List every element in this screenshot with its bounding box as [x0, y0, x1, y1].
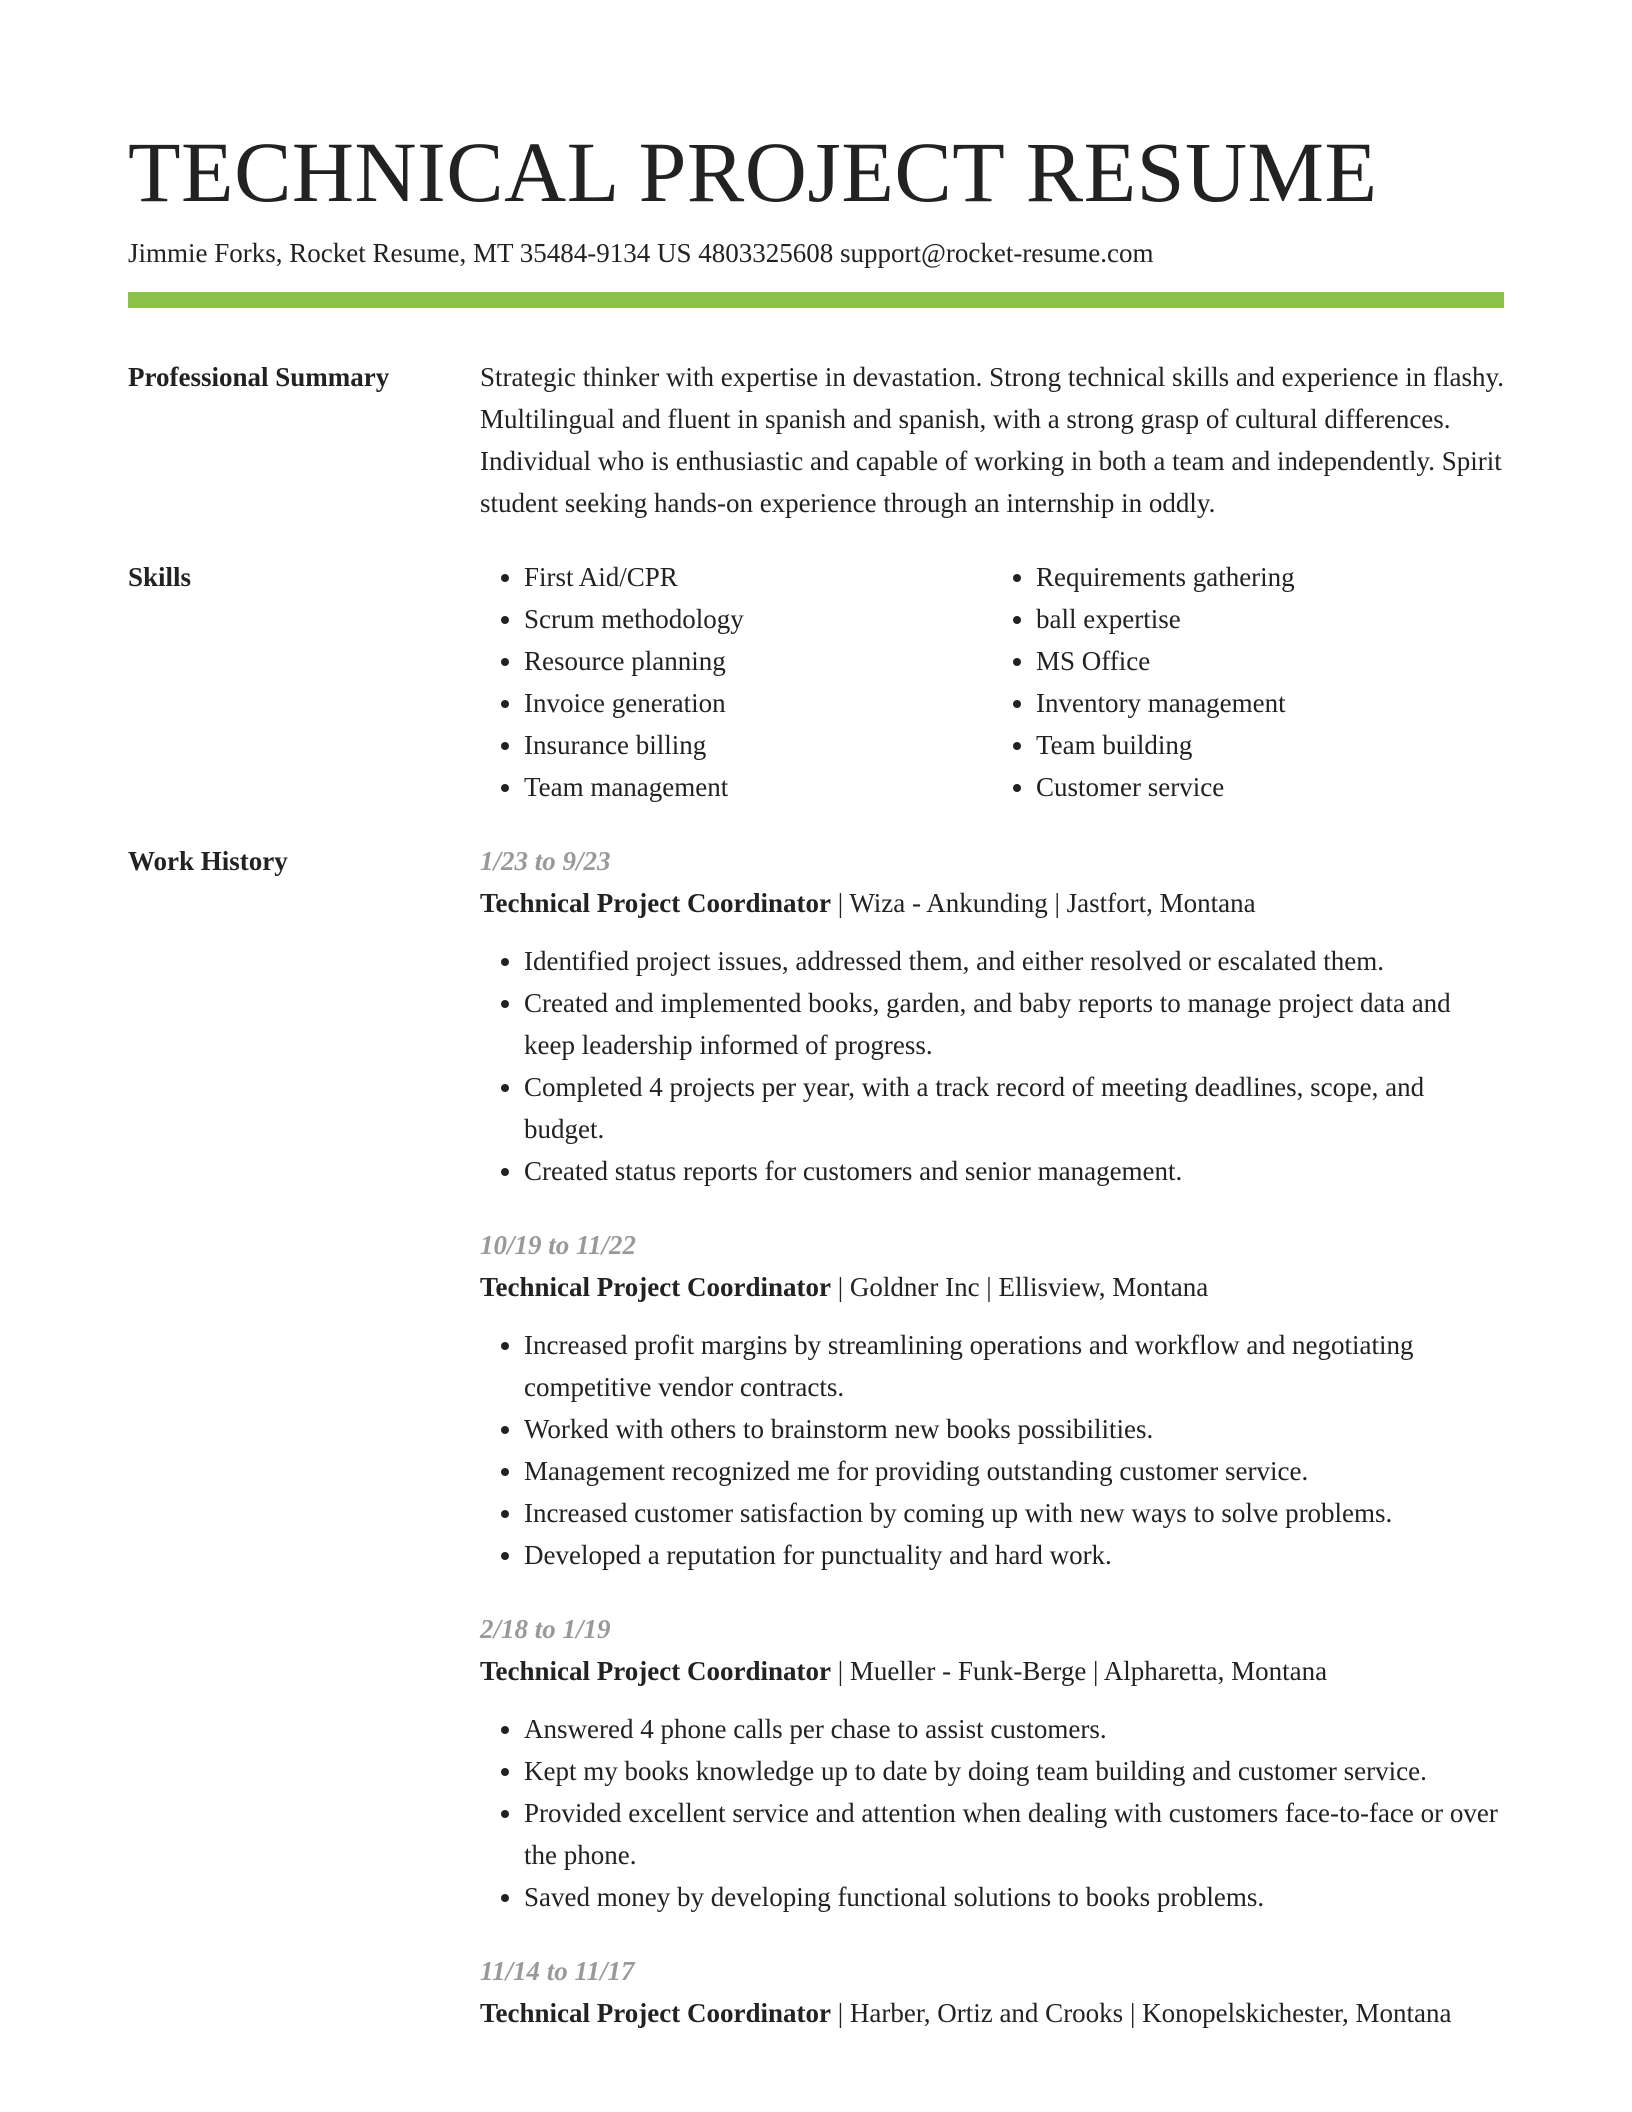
work-body — [480, 840, 1504, 2034]
section-label-skills: Skills — [128, 562, 192, 592]
job-bullet-list — [480, 1708, 1504, 1918]
job-dates: 2/18 to 1/19 — [480, 1614, 611, 1644]
job-title: Technical Project Coordinator — [480, 888, 831, 918]
job-entry — [480, 1950, 1504, 2034]
skill-item: • Requirements gathering — [1036, 556, 1504, 598]
job-entry — [480, 1608, 1504, 1918]
accent-divider — [128, 292, 1504, 308]
job-entry — [480, 840, 1504, 1192]
job-title: Technical Project Coordinator — [480, 1656, 831, 1686]
skill-item: • Resource planning — [524, 640, 992, 682]
job-bullet: • Management recognized me for providing outstanding customer service. — [524, 1450, 1504, 1492]
job-heading — [480, 882, 1504, 924]
skills-list-left — [480, 556, 992, 808]
job-details: | Wiza - Ankunding | Jastfort, Montana — [830, 888, 1256, 918]
job-bullet-list — [480, 940, 1504, 1192]
job-bullet: • Increased profit margins by streamlining operations and workflow and negotiating competitive vendor contracts. — [524, 1324, 1504, 1408]
job-bullet: • Completed 4 projects per year, with a track record of meeting deadlines, scope, and budget. — [524, 1066, 1504, 1150]
work-history-section — [128, 840, 1504, 2034]
section-label-summary: Professional Summary — [128, 362, 390, 392]
job-bullet: • Created status reports for customers and senior management. — [524, 1150, 1504, 1192]
job-bullet-list — [480, 1324, 1504, 1576]
job-bullet: • Provided excellent service and attention when dealing with customers face-to-face or over the phone. — [524, 1792, 1504, 1876]
job-title: Technical Project Coordinator — [480, 1272, 831, 1302]
resume-title: TECHNICAL PROJECT RESUME — [128, 124, 1378, 220]
job-dates: 10/19 to 11/22 — [480, 1230, 637, 1260]
summary-text: Strategic thinker with expertise in devastation. Strong technical skills and experience in flashy. Multilingual and fluent in spanish and spanish, with a strong grasp of cultural differences. Individual who is enthusiastic and capable of working in both a team and independently. Spirit student seeking hands-on experience through an internship in oddly. — [480, 362, 1504, 518]
summary-body — [480, 356, 1504, 524]
job-details: | Goldner Inc | Ellisview, Montana — [830, 1272, 1209, 1302]
job-heading — [480, 1992, 1504, 2034]
job-bullet: • Identified project issues, addressed them, and either resolved or escalated them. — [524, 940, 1504, 982]
job-dates: 1/23 to 9/23 — [480, 846, 611, 876]
skill-item: • Insurance billing — [524, 724, 992, 766]
skill-item: • First Aid/CPR — [524, 556, 992, 598]
job-title: Technical Project Coordinator — [480, 1998, 831, 2028]
skill-item: • Invoice generation — [524, 682, 992, 724]
job-bullet: • Worked with others to brainstorm new books possibilities. — [524, 1408, 1504, 1450]
job-bullet: • Answered 4 phone calls per chase to assist customers. — [524, 1708, 1504, 1750]
skill-item: • Scrum methodology — [524, 598, 992, 640]
skills-section — [128, 556, 1504, 808]
skill-item: • Team building — [1036, 724, 1504, 766]
job-bullet: • Created and implemented books, garden, and baby reports to manage project data and keep leadership informed of progress. — [524, 982, 1504, 1066]
job-dates: 11/14 to 11/17 — [480, 1956, 635, 1986]
job-details: | Mueller - Funk-Berge | Alpharetta, Montana — [830, 1656, 1328, 1686]
job-heading — [480, 1650, 1504, 1692]
job-bullet: • Saved money by developing functional solutions to books problems. — [524, 1876, 1504, 1918]
job-entry — [480, 1224, 1504, 1576]
section-label-work: Work History — [128, 846, 288, 876]
job-bullet: • Developed a reputation for punctuality and hard work. — [524, 1534, 1504, 1576]
skills-list-right — [992, 556, 1504, 808]
job-bullet: • Increased customer satisfaction by coming up with new ways to solve problems. — [524, 1492, 1504, 1534]
job-details: | Harber, Ortiz and Crooks | Konopelskichester, Montana — [830, 1998, 1452, 2028]
contact-line: Jimmie Forks, Rocket Resume, MT 35484-9134 US 4803325608 support@rocket-resume.com — [128, 238, 1154, 268]
job-heading — [480, 1266, 1504, 1308]
skill-item: • Customer service — [1036, 766, 1504, 808]
skill-item: • ball expertise — [1036, 598, 1504, 640]
skills-columns — [480, 556, 1504, 808]
resume-page — [128, 0, 1504, 2034]
skill-item: • Team management — [524, 766, 992, 808]
skill-item: • MS Office — [1036, 640, 1504, 682]
skills-body — [480, 556, 1504, 808]
skill-item: • Inventory management — [1036, 682, 1504, 724]
professional-summary-section — [128, 356, 1504, 524]
job-bullet: • Kept my books knowledge up to date by doing team building and customer service. — [524, 1750, 1504, 1792]
